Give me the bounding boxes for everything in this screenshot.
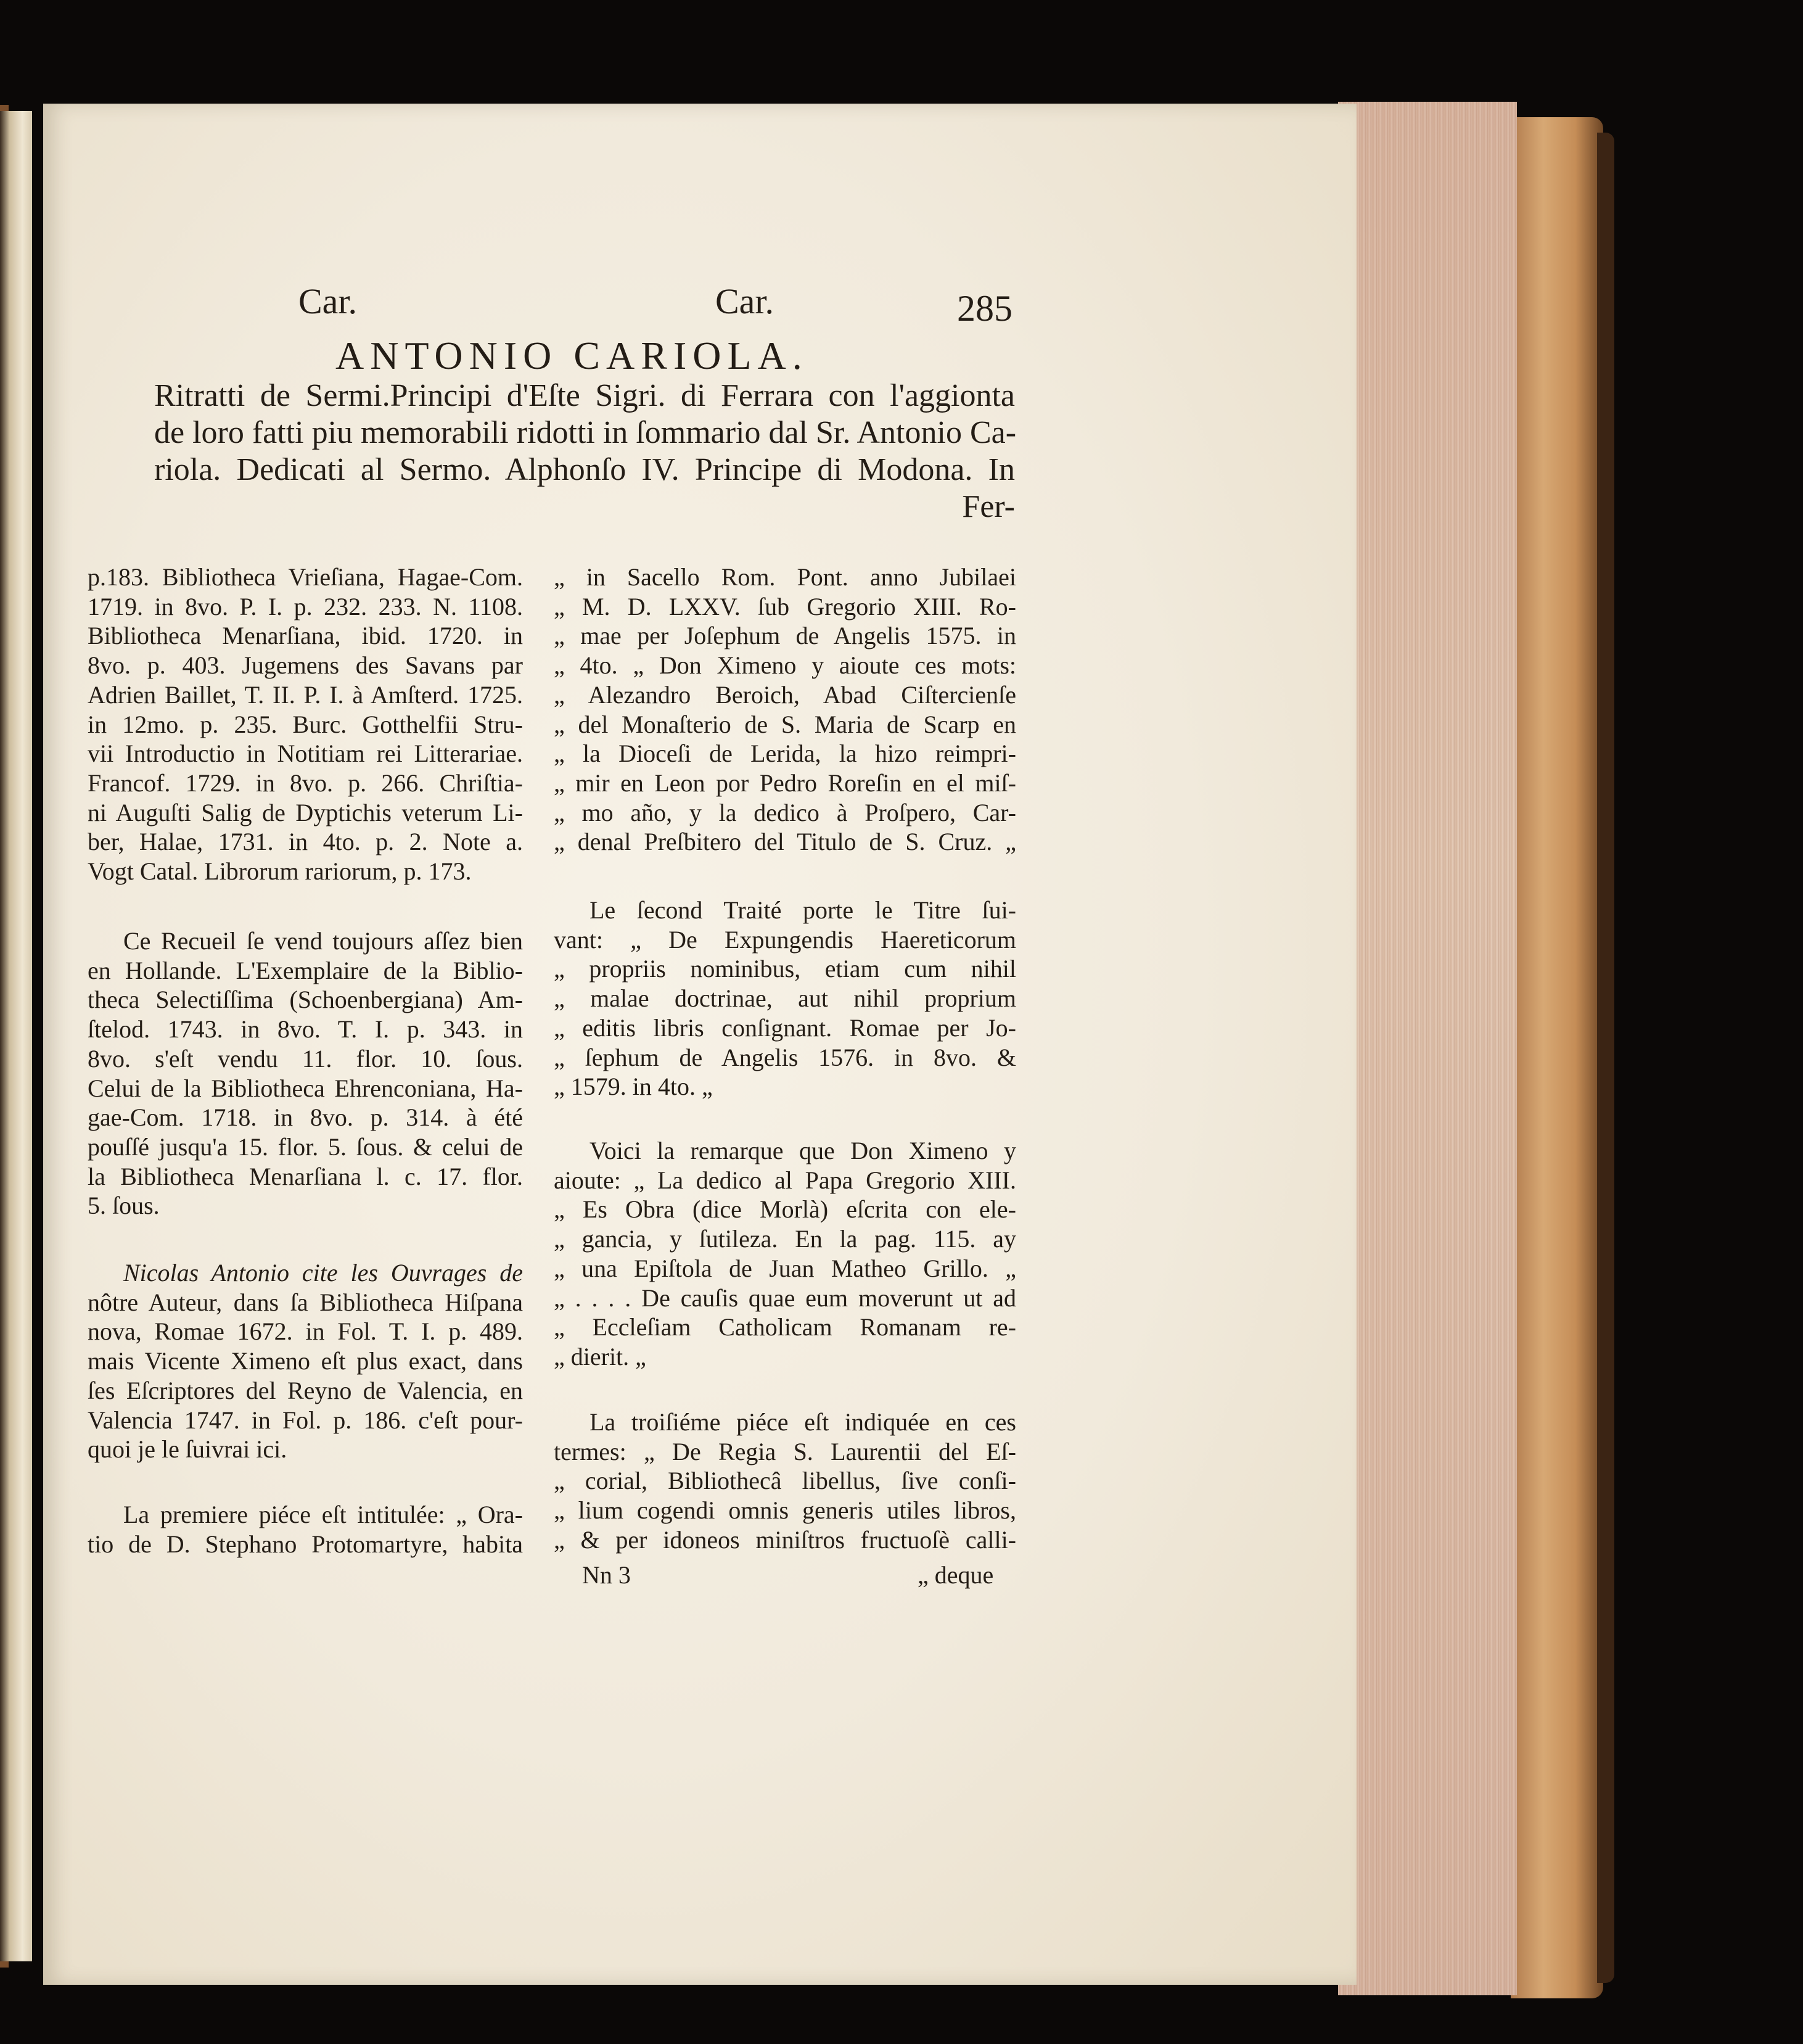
text-line: Voici la remarque que Don Ximeno y — [589, 1137, 1016, 1164]
text-line: quoi je le ſuivrai ici. — [88, 1435, 287, 1464]
text-line: „ in Sacello Rom. Pont. anno Jubilaei — [554, 563, 1016, 591]
text-line: Francof. 1729. in 8vo. p. 266. Chriſtia- — [88, 769, 523, 797]
text-line: en Hollande. L'Exemplaire de la Biblio- — [88, 956, 523, 984]
text-line: mais Vicente Ximeno eſt plus exact, dans — [88, 1347, 523, 1375]
catchword: „ deque — [918, 1561, 994, 1589]
text-line: La troiſiéme piéce eſt indiquée en ces — [589, 1408, 1016, 1436]
text-line: „ del Monaſterio de S. Maria de Scarp en — [554, 710, 1016, 738]
text-line: ſtelod. 1743. in 8vo. T. I. p. 343. in — [88, 1015, 523, 1044]
entry-heading: ANTONIO CARIOLA. — [335, 334, 808, 377]
text-line: 8vo. p. 403. Jugemens des Savans par — [88, 651, 523, 680]
right-column-para-2 — [554, 896, 1016, 1102]
text-line: ni Auguſti Salig de Dyptichis veterum Li- — [88, 798, 523, 826]
text-line: nova, Romae 1672. in Fol. T. I. p. 489. — [88, 1317, 523, 1346]
text-line: Valencia 1747. in Fol. p. 186. c'eſt pour- — [88, 1406, 523, 1434]
text-line: 1719. in 8vo. P. I. p. 232. 233. N. 1108. — [88, 592, 523, 620]
text-line: Adrien Baillet, T. II. P. I. à Amſterd. 1725. — [88, 680, 523, 709]
running-head-left: Car. — [298, 281, 358, 321]
text-line: gae-Com. 1718. in 8vo. p. 314. à été — [88, 1103, 523, 1132]
left-column-para-2 — [88, 926, 523, 1221]
text-line: in 12mo. p. 235. Burc. Gotthelfii Stru- — [88, 710, 523, 738]
text-line: nôtre Auteur, dans ſa Bibliotheca Hiſpana — [88, 1288, 523, 1316]
text-line: „ Es Obra (dice Morlà) eſcrita con ele- — [554, 1195, 1016, 1224]
text-line: „ denal Preſbitero del Titulo de S. Cruz. „ — [554, 828, 1016, 856]
text-line: Nicolas Antonio cite les Ouvrages de — [123, 1259, 523, 1287]
text-line: „ ſephum de Angelis 1576. in 8vo. & — [554, 1043, 1016, 1071]
text-line: „ mae per Joſephum de Angelis 1575. in — [554, 622, 1016, 650]
text-line: „ 4to. „ Don Ximeno y aioute ces mots: — [554, 651, 1016, 680]
text-line: „ mo año, y la dedico à Proſpero, Car- — [554, 798, 1016, 826]
text-line: „ corial, Bibliothecâ libellus, ſive conſi- — [554, 1467, 1016, 1495]
text-line: „ propriis nominibus, etiam cum nihil — [554, 955, 1016, 983]
title-line: Ritratti de Sermi.Principi d'Eſte Sigri. di Ferrara con l'aggionta — [154, 378, 1015, 413]
text-line: vii Introductio in Notitiam rei Litterariae. — [88, 740, 523, 768]
page-fore-edge-shade — [1338, 102, 1517, 1995]
text-line: vant: „ De Expungendis Haereticorum — [554, 925, 1016, 954]
text-line: Ce Recueil ſe vend toujours aſſez bien — [123, 927, 523, 955]
text-line: „ 1579. in 4to. „ — [554, 1073, 713, 1101]
signature-mark: Nn 3 — [582, 1561, 631, 1589]
left-page-edge — [0, 111, 32, 1961]
text-line: ber, Halae, 1731. in 4to. p. 2. Note a. — [88, 828, 523, 856]
cover-board-edge — [1597, 133, 1614, 1983]
running-head-center: Car. — [715, 281, 774, 321]
left-column-para-4 — [88, 1500, 523, 1559]
text-line: „ editis libris conſignant. Romae per Jo- — [554, 1013, 1016, 1042]
text-line: Vogt Catal. Librorum rariorum, p. 173. — [88, 857, 472, 886]
right-column-para-3 — [554, 1136, 1016, 1372]
text-line: „ Eccleſiam Catholicam Romanam re- — [554, 1313, 1016, 1341]
title-line: Fer- — [962, 489, 1015, 524]
text-line: p.183. Bibliotheca Vrieſiana, Hagae-Com. — [88, 563, 523, 591]
text-line: la Bibliotheca Menarſiana l. c. 17. flor. — [88, 1162, 523, 1190]
text-line: „ una Epiſtola de Juan Matheo Grillo. „ — [554, 1254, 1016, 1282]
text-line: „ gancia, y ſutileza. En la pag. 115. ay — [554, 1225, 1016, 1253]
title-line: riola. Dedicati al Sermo. Alphonſo IV. Principe di Modona. In — [154, 452, 1015, 487]
text-line: tio de D. Stephano Protomartyre, habita — [88, 1530, 523, 1558]
text-line: aioute: „ La dedico al Papa Gregorio XIII. — [554, 1166, 1016, 1194]
text-line: 8vo. s'eſt vendu 11. flor. 10. ſous. — [88, 1044, 523, 1073]
text-line: „ Alezandro Beroich, Abad Ciſtercienſe — [554, 680, 1016, 709]
text-line: „ M. D. LXXV. ſub Gregorio XIII. Ro- — [554, 592, 1016, 620]
text-line: ſes Eſcriptores del Reyno de Valencia, en — [88, 1376, 523, 1404]
text-line: „ lium cogendi omnis generis utiles libros, — [554, 1496, 1016, 1525]
right-column-para-4 — [554, 1407, 1016, 1555]
text-line: „ la Dioceſi de Lerida, la hizo reimpri- — [554, 740, 1016, 768]
text-line: 5. ſous. — [88, 1192, 160, 1220]
title-line: de loro fatti piu memorabili ridotti in ſommario dal Sr. Antonio Ca- — [154, 415, 1017, 450]
title-block — [154, 377, 1015, 525]
right-column — [554, 563, 1016, 857]
text-line: „ mir en Leon por Pedro Roreſin en el miſ- — [554, 769, 1016, 797]
text-line: termes: „ De Regia S. Laurentii del Eſ- — [554, 1437, 1016, 1465]
text-line: „ dierit. „ — [554, 1342, 646, 1370]
text-line: Bibliotheca Menarſiana, ibid. 1720. in — [88, 622, 523, 650]
text-line: „ & per idoneos miniſtros fructuoſè calli- — [554, 1525, 1016, 1554]
text-line: pouſſé jusqu'a 15. flor. 5. ſous. & celui de — [88, 1132, 523, 1161]
page-number: 285 — [957, 288, 1012, 329]
text-line: theca Selectiſſima (Schoenbergiana) Am- — [88, 986, 523, 1014]
text-line: „ . . . . De cauſis quae eum moverunt ut ad — [554, 1284, 1016, 1312]
left-column-para-3 — [88, 1258, 523, 1464]
back-cover-board — [1511, 117, 1603, 1998]
text-line: Celui de la Bibliotheca Ehrenconiana, Ha- — [88, 1074, 523, 1102]
text-line: „ malae doctrinae, aut nihil proprium — [554, 984, 1016, 1013]
left-column — [88, 563, 523, 886]
text-line: La premiere piéce eſt intitulée: „ Ora- — [123, 1501, 523, 1528]
text-line: Le ſecond Traité porte le Titre ſui- — [589, 896, 1016, 924]
